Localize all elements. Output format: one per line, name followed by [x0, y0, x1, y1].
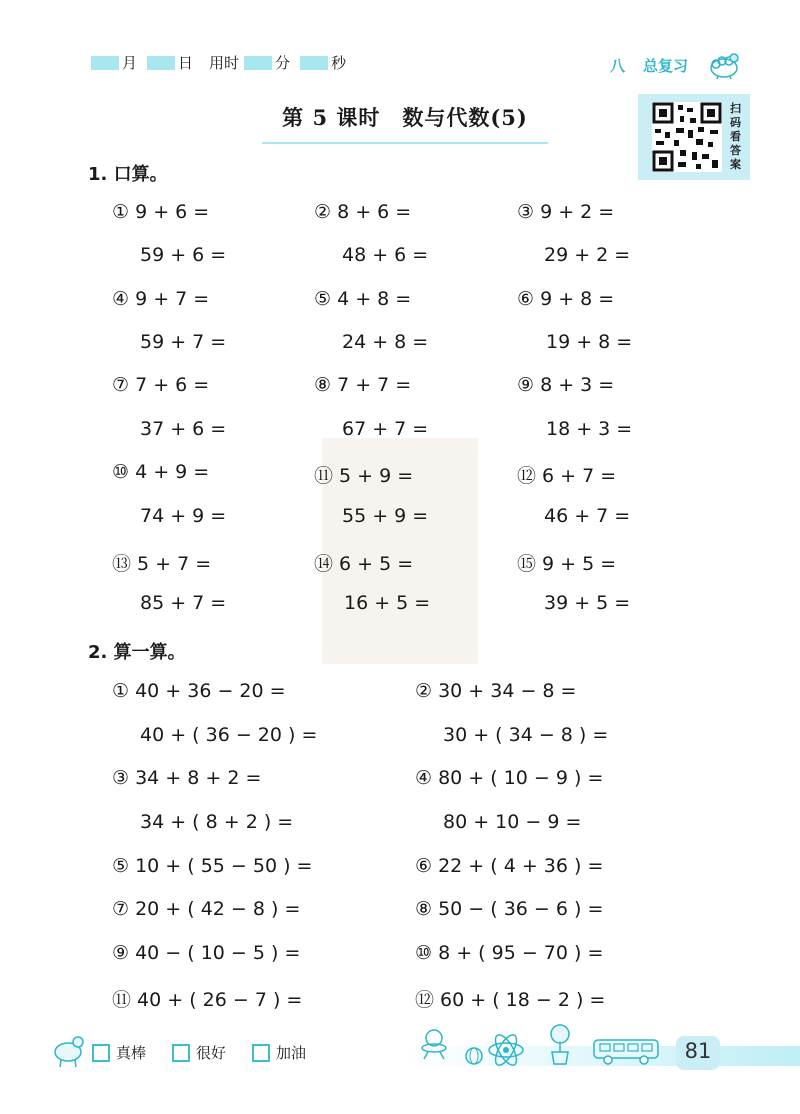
oral-problem: ⑭ 6 + 5 = [314, 553, 414, 575]
bus-icon [592, 1036, 660, 1066]
month-label: 月 [122, 54, 138, 72]
sheep-icon [48, 1030, 88, 1070]
globe-icon [464, 1046, 484, 1066]
month-blank[interactable] [91, 56, 119, 70]
potted-plant-icon [544, 1022, 576, 1066]
oral-problem: ⑤ 4 + 8 = [314, 288, 412, 310]
oral-problem: ③ 9 + 2 = [517, 201, 615, 223]
sheep-icon [706, 50, 742, 80]
oral-problem: 85 + 7 = [140, 592, 227, 614]
lesson-title-block [262, 102, 548, 144]
rating-label: 加油 [276, 1044, 307, 1062]
calc-problem: ③ 34 + 8 + 2 = [112, 767, 262, 789]
rating-good[interactable] [172, 1042, 226, 1063]
oral-problem: 48 + 6 = [342, 244, 429, 266]
oral-problem: 24 + 8 = [342, 331, 429, 353]
checkbox[interactable] [92, 1044, 110, 1062]
lesson-title: 第 5 课时 数与代数(5) [282, 105, 528, 130]
oral-problem: ② 8 + 6 = [314, 201, 412, 223]
time-record [88, 52, 348, 73]
title-underline [262, 142, 548, 144]
rating-label: 很好 [196, 1044, 227, 1062]
calc-problem: ① 40 + 36 − 20 = [112, 680, 286, 702]
oral-problem: 16 + 5 = [344, 592, 431, 614]
minute-label: 分 [275, 54, 291, 72]
oral-problem: 67 + 7 = [342, 418, 429, 440]
day-blank[interactable] [147, 56, 175, 70]
calc-problem: ⑩ 8 + ( 95 − 70 ) = [415, 942, 604, 964]
calc-problem: ⑫ 60 + ( 18 − 2 ) = [415, 989, 606, 1011]
section-2-heading: 2. 算一算。 [88, 642, 186, 663]
calc-problem: ⑦ 20 + ( 42 − 8 ) = [112, 898, 301, 920]
rating-keep-going[interactable] [252, 1042, 306, 1063]
telescope-icon [418, 1026, 450, 1060]
oral-problem: 19 + 8 = [546, 331, 633, 353]
chapter-number: 八 [610, 56, 626, 75]
rating-label: 真棒 [116, 1044, 147, 1062]
oral-problem: ⑩ 4 + 9 = [112, 461, 210, 483]
oral-problem: 39 + 5 = [544, 592, 631, 614]
oral-problem: ① 9 + 6 = [112, 201, 210, 223]
chapter-header [610, 50, 742, 80]
day-label: 日 [178, 54, 194, 72]
oral-problem: 74 + 9 = [140, 505, 227, 527]
oral-problem: ⑫ 6 + 7 = [517, 465, 617, 487]
oral-problem: 59 + 6 = [140, 244, 227, 266]
oral-problem: 37 + 6 = [140, 418, 227, 440]
time-used-label: 用时 [209, 54, 240, 72]
oral-problem: ⑨ 8 + 3 = [517, 374, 615, 396]
calc-problem: ⑤ 10 + ( 55 − 50 ) = [112, 855, 313, 877]
calc-problem: ⑧ 50 − ( 36 − 6 ) = [415, 898, 604, 920]
oral-problem: ⑮ 9 + 5 = [517, 553, 617, 575]
section-1-heading: 1. 口算。 [88, 164, 168, 185]
checkbox[interactable] [172, 1044, 190, 1062]
calc-problem: ④ 80 + ( 10 − 9 ) = [415, 767, 604, 789]
checkbox[interactable] [252, 1044, 270, 1062]
oral-problem: ⑥ 9 + 8 = [517, 288, 615, 310]
second-blank[interactable] [300, 56, 328, 70]
oral-problem: 18 + 3 = [546, 418, 633, 440]
oral-problem: ⑪ 5 + 9 = [314, 465, 414, 487]
calc-problem: 80 + 10 − 9 = [443, 811, 582, 833]
qr-panel [638, 94, 750, 180]
oral-problem: 29 + 2 = [544, 244, 631, 266]
oral-problem: 55 + 9 = [342, 505, 429, 527]
oral-problem: ⑦ 7 + 6 = [112, 374, 210, 396]
atom-icon [486, 1030, 526, 1070]
oral-problem: ⑧ 7 + 7 = [314, 374, 412, 396]
calc-problem: ⑪ 40 + ( 26 − 7 ) = [112, 989, 303, 1011]
calc-problem: ⑥ 22 + ( 4 + 36 ) = [415, 855, 604, 877]
minute-blank[interactable] [244, 56, 272, 70]
oral-problem: ④ 9 + 7 = [112, 288, 210, 310]
second-label: 秒 [331, 54, 347, 72]
calc-problem: 30 + ( 34 − 8 ) = [443, 724, 609, 746]
rating-great[interactable] [92, 1042, 146, 1063]
calc-problem: 40 + ( 36 − 20 ) = [140, 724, 318, 746]
chapter-title: 总复习 [643, 56, 689, 75]
calc-problem: ⑨ 40 − ( 10 − 5 ) = [112, 942, 301, 964]
oral-problem: 46 + 7 = [544, 505, 631, 527]
page-number: 81 [684, 1039, 712, 1063]
oral-problem: 59 + 7 = [140, 331, 227, 353]
calc-problem: ② 30 + 34 − 8 = [415, 680, 577, 702]
calc-problem: 34 + ( 8 + 2 ) = [140, 811, 294, 833]
qr-caption: 扫 码 看 答 案 [730, 102, 741, 171]
oral-problem: ⑬ 5 + 7 = [112, 553, 212, 575]
qr-code-icon[interactable] [652, 102, 722, 172]
